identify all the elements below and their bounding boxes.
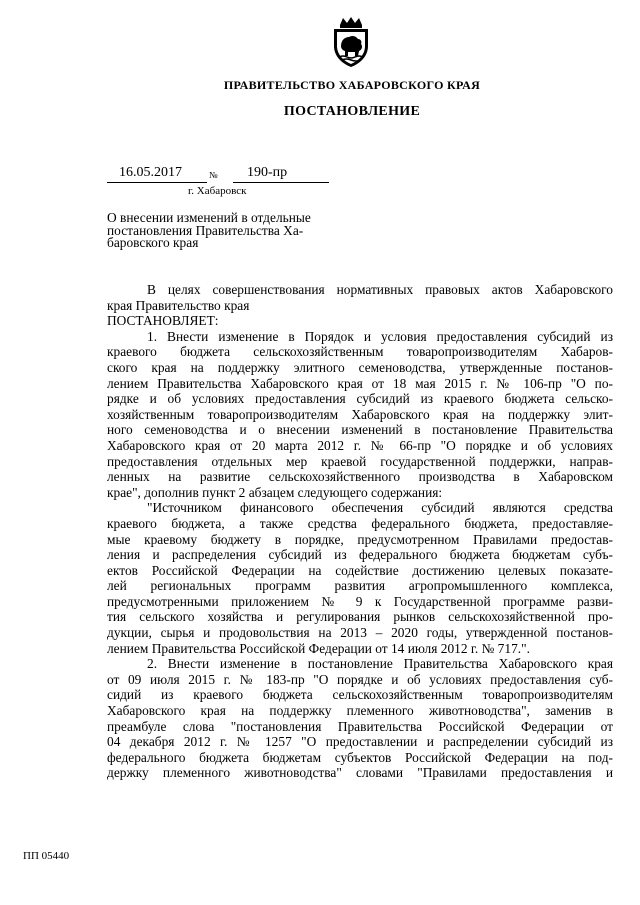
document-code: ПП 05440 <box>23 850 70 862</box>
decree-number: 190-пр <box>233 164 329 183</box>
text-line: краевого бюджета сельскохозяйственным товаропроизводителям Хабаров- <box>107 344 613 360</box>
number-sign: № <box>209 170 218 180</box>
decree-date: 16.05.2017 <box>107 164 207 183</box>
text-line: ного семеноводства и о внесении изменений в постановление Правительства <box>107 422 613 438</box>
city-label: г. Хабаровск <box>188 185 247 197</box>
coat-of-arms-icon <box>330 16 372 68</box>
document-type-title: ПОСТАНОВЛЕНИЕ <box>283 104 421 119</box>
clause-2-paragraph <box>107 656 613 781</box>
text-line: рядке и об условиях предоставления субсидий из краевого бюджета сельско- <box>107 391 613 407</box>
text-line: держку племенного животноводства" словами "Правилами предоставления и <box>107 765 613 781</box>
text-line: В целях совершенствования нормативных правовых актов Хабаровского <box>147 282 613 297</box>
subject-line: постановления Правительства Ха- <box>107 222 304 238</box>
text-line: хозяйственным товаропроизводителям Хабаровского края на поддержку элит- <box>107 406 613 422</box>
text-line: лением Правительства Российской Федерации от 14 июля 2012 г. № 717.". <box>107 640 530 656</box>
text-line: 1. Внести изменение в Порядок и условия предоставления субсидий из <box>147 328 613 344</box>
text-line: 04 декабря 2012 г. № 1257 "О предоставлении и распределении субсидий из <box>107 734 613 750</box>
text-line: ления и распределения субсидий из федерального бюджета бюджетам субъ- <box>107 547 613 563</box>
text-line: 2. Внести изменение в постановление Правительства Хабаровского края <box>147 656 613 672</box>
text-line: ленных на развитие сельскохозяйственного производства в Хабаровском <box>107 469 613 485</box>
decree-body <box>107 282 613 781</box>
text-line: ского края на поддержку элитного семеноводства, утвержденные постанов- <box>107 359 613 375</box>
clause-1-paragraph <box>107 329 613 501</box>
text-line: мые краевому бюджету в порядке, предусмотренном Правилами предостав- <box>107 531 613 547</box>
text-line: "Источником финансового обеспечения субсидий являются средства <box>147 500 613 516</box>
text-line: тия сельского хозяйства и регулирования рынков сельскохозяйственной про- <box>107 609 613 625</box>
government-title: ПРАВИТЕЛЬСТВО ХАБАРОВСКОГО КРАЯ <box>223 78 481 92</box>
text-line: ектов Российской Федерации на содействие достижению целевых показате- <box>107 562 613 578</box>
text-line: краевого бюджета, а также средства федерального бюджета, предоставляе- <box>107 515 613 531</box>
text-line: сидий из краевого бюджета сельскохозяйственным товаропроизводителям <box>107 687 613 703</box>
text-line: предусмотренными приложением № 9 к Государственной программе разви- <box>107 593 613 609</box>
subject-line: О внесении изменений в отдельные <box>107 210 311 225</box>
text-line: лением Правительства Хабаровского края от 18 мая 2015 г. № 106-пр "О по- <box>107 375 613 391</box>
preamble-paragraph <box>107 282 613 329</box>
text-line: лей региональных программ развития агропромышленного комплекса, <box>107 578 613 594</box>
text-line: дукции, сырья и продовольствия на 2013 – 2020 годы, утвержденной постанов- <box>107 625 613 641</box>
text-line: Хабаровского края на поддержку племенного животноводства", заменив в <box>107 703 613 719</box>
text-line: края Правительство края <box>107 297 250 313</box>
text-line: преамбуле слова "постановления Правительства Российской Федерации от <box>107 718 613 734</box>
decree-subject <box>107 212 337 250</box>
text-line: предоставления отдельных мер краевой государственной поддержки, направ- <box>107 453 613 469</box>
text-line: от 09 июля 2015 г. № 183-пр "О порядке и об условиях предоставления суб- <box>107 671 613 687</box>
text-line: федерального бюджета бюджетам субъектов Российской Федерации на под- <box>107 749 613 765</box>
subject-line: баровского края <box>107 235 199 250</box>
quoted-amendment-paragraph <box>107 500 613 656</box>
text-line: крае", дополнив пункт 2 абзацем следующего содержания: <box>107 484 443 500</box>
text-line: ПОСТАНОВЛЯЕТ: <box>107 313 219 329</box>
text-line: Хабаровского края от 20 марта 2012 г. № 66-пр "О порядке и об условиях <box>107 437 613 453</box>
